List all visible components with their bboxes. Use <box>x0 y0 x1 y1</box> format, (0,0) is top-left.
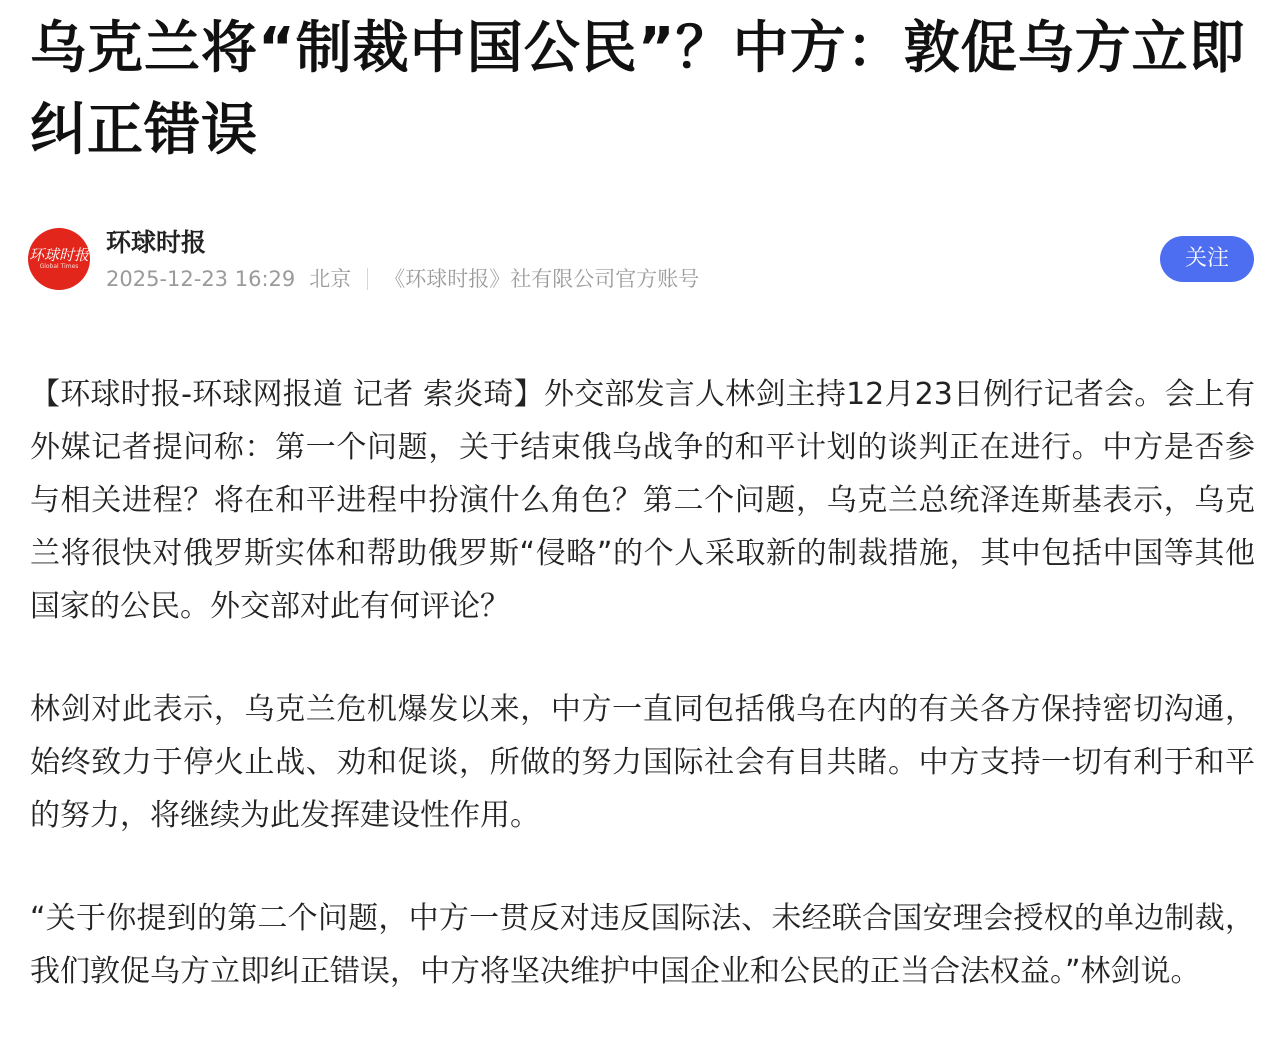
account-description: 《环球时报》社有限公司官方账号 <box>384 267 700 291</box>
follow-button[interactable]: 关注 <box>1160 236 1254 282</box>
global-times-logo-sub: Global Times <box>39 263 79 270</box>
meta-divider <box>367 268 368 290</box>
article-paragraph: 林剑对此表示，乌克兰危机爆发以来，中方一直同包括俄乌在内的有关各方保持密切沟通，始终致力于停火止战、劝和促谈，所做的努力国际社会有目共睹。中方支持一切有利于和平的努力，将继续为此发挥建设性作用。 <box>30 692 1255 833</box>
publish-location: 北京 <box>309 267 352 291</box>
article-paragraph: “关于你提到的第二个问题，中方一贯反对违反国际法、未经联合国安理会授权的单边制裁，我们敦促乌方立即纠正错误，中方将坚决维护中国企业和公民的正当合法权益。”林剑说。 <box>30 901 1255 989</box>
avatar[interactable] <box>28 228 90 290</box>
article-title: 乌克兰将“制裁中国公民”？中方：敦促乌方立即纠正错误 <box>30 16 1246 163</box>
article-paragraph: 【环球时报-环球网报道 记者 索炎琦】外交部发言人林剑主持12月23日例行记者会。会上有外媒记者提问称：第一个问题，关于结束俄乌战争的和平计划的谈判正在进行。中方是否参与相关进程？将在和平进程中扮演什么角色？第二个问题，乌克兰总统泽连斯基表示，乌克兰将很快对俄罗斯实体和帮助俄罗斯“侵略”的个人采取新的制裁措施，其中包括中国等其他国家的公民。外交部对此有何评论？ <box>30 377 1255 624</box>
article-body <box>30 368 1255 1048</box>
author-bar <box>28 226 1254 292</box>
publish-datetime: 2025-12-23 16:29 <box>106 267 296 291</box>
global-times-logo: 环球时报 <box>28 246 89 264</box>
author-name[interactable]: 环球时报 <box>106 228 207 257</box>
article-meta <box>106 264 699 294</box>
